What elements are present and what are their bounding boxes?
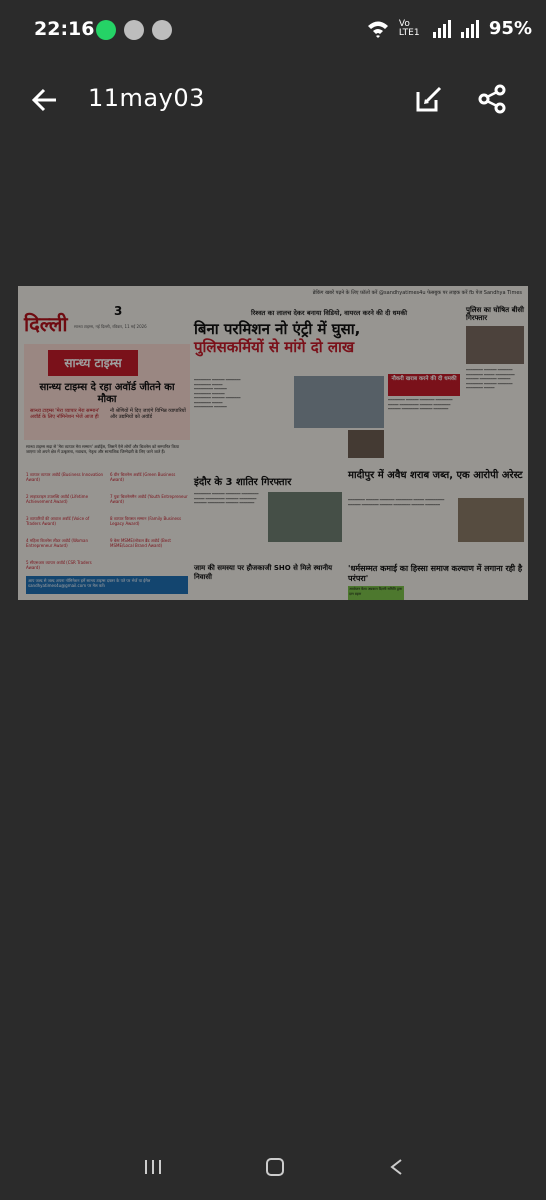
home-icon	[264, 1156, 286, 1178]
category-item: 5 सीएसआर व्यापार अवॉर्ड (CSR Traders Award)	[26, 560, 92, 570]
category-item: 4 महिला बिजनेस लीडर अवॉर्ड (Woman Entrepreneur Award)	[26, 538, 89, 548]
notification-icons	[96, 20, 172, 40]
side-subhead: नौकरी खराब करने की दी धमकी	[388, 374, 460, 396]
category-item: 8 व्यापार विरासत सम्मान (Family Business Legacy Award)	[110, 516, 182, 526]
masthead-logo: सान्ध्य टाइम्स	[48, 350, 138, 376]
section-meta: सान्ध्य टाइम्स, नई दिल्ली, रविवार, 11 मई 2026	[74, 324, 147, 329]
story-text-2: ━━━━━━━━ ━━━━━━ ━━━━━━━ ━━━━━━━━ ━━━━━ ━━━━━━━━━ ━━━━━━ ━━━━━━━━ ━━━━━━ ━━━━━━━━ ━━━━━━ ━━━━━━━	[388, 398, 453, 411]
story-text: ━━━━━━━━ ━━━━━━ ━━━━━━━ ━━━━━━━━ ━━━━━ ━━━━━━━━━ ━━━━━━ ━━━━━━━━ ━━━━━━ ━━━━━━━━ ━━━━━━ ━━━━━━━ ━━━━━━━━ ━━━━━ ━━━━━━━━━ ━━━━━━	[194, 378, 241, 409]
award-categories	[26, 472, 188, 590]
top-strip: ब्रेकिंग खबरें पढ़ने के लिए फ़ॉलो करें @sandhyatimes4u फेसबुक पर लाइक करें fb पेज Sandhya Times	[312, 290, 522, 296]
madipur-story-text: ━━━━━━━━ ━━━━━━ ━━━━━━━ ━━━━━━━━ ━━━━━ ━━━━━━━━━ ━━━━━━ ━━━━━━━━ ━━━━━━ ━━━━━━━━ ━━━━━━ ━━━━━━━	[348, 498, 445, 507]
recent-apps-icon	[142, 1156, 164, 1178]
back-icon	[386, 1156, 408, 1178]
edit-button[interactable]	[412, 82, 452, 118]
category-item: 9 बेस्ट MSME/लोकल ब्रैंड अवॉर्ड (Best MSME/Local Brand Award)	[110, 538, 171, 548]
share-button[interactable]	[476, 82, 516, 118]
back-arrow-icon	[26, 82, 62, 118]
edit-icon	[412, 82, 446, 116]
whatsapp-icon	[96, 20, 116, 40]
section-header	[24, 310, 188, 340]
status-bar	[0, 0, 546, 62]
section-name: दिल्ली	[24, 312, 68, 336]
pinwheel-icon	[124, 20, 144, 40]
lead-headline	[194, 320, 464, 356]
app-bar	[0, 62, 546, 136]
status-time: 22:16	[34, 18, 95, 40]
category-item: 1 व्यापार व्यापार अवॉर्ड (Business Innovation Award)	[26, 472, 104, 482]
category-item: 3 व्यापारियों की आवाज अवॉर्ड (Voice of Traders Award)	[26, 516, 90, 526]
liquor-seizure-photo	[458, 498, 524, 542]
battery-level: 95%	[488, 18, 532, 39]
page-number: 3	[114, 304, 123, 318]
newspaper-page[interactable]	[18, 286, 528, 600]
right-story-text: ━━━━━━━━ ━━━━━━ ━━━━━━━ ━━━━━━━━ ━━━━━ ━━━━━━━━━ ━━━━━━ ━━━━━━━━ ━━━━━━ ━━━━━━━━ ━━━━━━ ━━━━━━━ ━━━━━━━━ ━━━━━	[466, 368, 515, 390]
award-banner	[24, 344, 190, 440]
nomination-cta: आप जल्द से जल्द अपना नॉमिनेशन हमें सान्ध्य टाइम्स दफ्तर के पते पर भेजें या ईमेल sandhyatimes4u@gmail.com पर मेल करें।	[26, 576, 188, 594]
wifi-icon	[367, 20, 389, 38]
headline-madipur: मादीपुर में अवैध शराब जब्त, एक आरोपी अरेस्ट	[348, 470, 523, 481]
headline-charity: 'धर्मसम्मत कमाई का हिस्सा समाज कल्याण में लगाना रही है परंपरा'	[348, 564, 523, 583]
lead-headline-line2: पुलिसकर्मियों से मांगे दो लाख	[194, 338, 355, 356]
headline-hauzqazi: जाम की समस्या पर हौजकाजी SHO से मिले स्थानीय निवासी	[194, 564, 333, 581]
system-indicators	[367, 18, 532, 39]
system-nav-bar	[0, 1136, 546, 1200]
back-button[interactable]	[26, 82, 66, 118]
event-caption-box: आयोजन वैश्य अग्रवाल दिल्ली समिति द्वारा दान ग्रहण	[348, 586, 404, 600]
police-photo	[294, 376, 384, 428]
nav-back-button[interactable]	[386, 1156, 408, 1178]
award-headline: सान्ध्य टाइम्स दे रहा अवॉर्ड जीतने का मौका	[39, 382, 175, 405]
right-headline: पुलिस का घोषित बीसी गिरफ्तार	[466, 306, 524, 322]
story-kicker: रिश्वत का लालच देकर बनाया विडियो, वायरल करने की दी धमकी	[250, 309, 408, 317]
category-item: 7 युवा बिजनेसमैन अवॉर्ड (Youth Entrepreneur Award)	[110, 494, 188, 504]
award-subhead-left: सान्ध्य टाइम्स 'मेरा व्यापार मेरा सम्मान' अवॉर्ड के लिए नॉमिनेशन भेजें आज ही	[30, 408, 100, 420]
signal-strength-2-icon	[461, 20, 479, 38]
signal-strength-icon	[433, 20, 451, 38]
app-notification-icon	[152, 20, 172, 40]
category-item: 6 ग्रीन बिजनेस अवॉर्ड (Green Business Award)	[110, 472, 176, 482]
lead-headline-line1: बिना परमिशन नो एंट्री में घुसा,	[194, 320, 361, 338]
headline-indore: इंदौर के 3 शातिर गिरफ्तार	[194, 477, 292, 488]
indore-story-text: ━━━━━━━━ ━━━━━━ ━━━━━━━ ━━━━━━━━ ━━━━━ ━━━━━━━━━ ━━━━━━ ━━━━━━━━ ━━━━━━ ━━━━━━━━ ━━━━━━ ━━━━━━━	[194, 492, 259, 505]
home-button[interactable]	[264, 1156, 286, 1178]
arrest-photo	[466, 326, 524, 364]
indore-photo	[268, 492, 342, 542]
category-item: 2 लाइफटाइम उपलब्धि अवॉर्ड (Lifetime Achievement Award)	[26, 494, 89, 504]
award-subhead-right: नौ श्रेणियों में दिए जाएंगे विभिन्न व्यापारियों और उद्यमियों को अवॉर्ड	[110, 408, 186, 420]
award-intro: सान्ध्य टाइम्स सदा से 'मेरा व्यापार मेरा सम्मान' अवॉर्ड्स, जिसमें ऐसे लोगों और बिजनेस को सम्मानित किया जाएगा जो अपने क्षेत्र में उत्कृष्टता, नवाचार, नेतृत्व और सामाजिक जिम्मेदारी के लिए जाने जाते हैं।	[26, 444, 180, 454]
accused-photo	[348, 430, 384, 458]
award-column	[24, 344, 190, 594]
network-label: Vo LTE1	[398, 18, 420, 38]
recent-apps-button[interactable]	[142, 1156, 164, 1178]
file-title: 11may03	[88, 84, 205, 112]
share-icon	[476, 82, 510, 116]
